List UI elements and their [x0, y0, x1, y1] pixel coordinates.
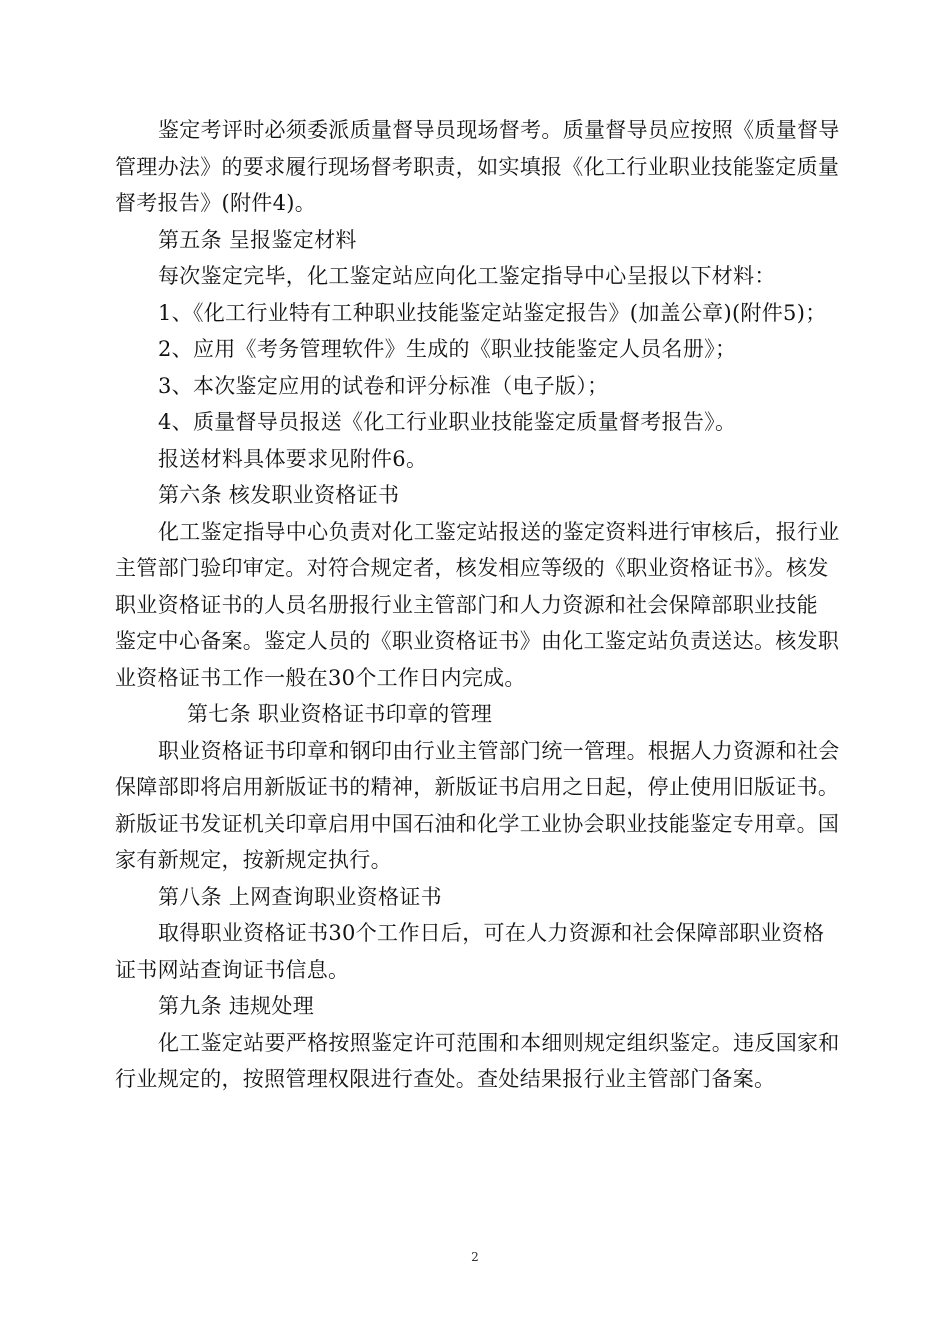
paragraph-line: 化工鉴定站要严格按照鉴定许可范围和本细则规定组织鉴定。违反国家和: [158, 1030, 840, 1055]
article-heading-9: 第九条 违规处理: [158, 994, 315, 1018]
list-item: 2、应用《考务管理软件》生成的《职业技能鉴定人员名册》；: [158, 337, 737, 361]
paragraph-line: 保障部即将启用新版证书的精神，新版证书启用之日起，停止使用旧版证书。: [115, 775, 840, 799]
body-text: [115, 112, 935, 1098]
paragraph-line: 职业资格证书印章和钢印由行业主管部门统一管理。根据人力资源和社会: [158, 738, 840, 763]
paragraph-line: 报送材料具体要求见附件6。: [158, 446, 428, 471]
paragraph-line: 主管部门验印审定。对符合规定者，核发相应等级的《职业资格证书》。核发: [115, 556, 829, 580]
paragraph-line: 行业规定的，按照管理权限进行查处。查处结果报行业主管部门备案。: [115, 1067, 776, 1091]
paragraph-line: 每次鉴定完毕，化工鉴定站应向化工鉴定指导中心呈报以下材料：: [158, 264, 776, 288]
paragraph-line: 鉴定中心备案。鉴定人员的《职业资格证书》由化工鉴定站负责送达。核发职: [115, 629, 840, 653]
paragraph-line: 职业资格证书的人员名册报行业主管部门和人力资源和社会保障部职业技能: [115, 592, 818, 617]
article-heading-6: 第六条 核发职业资格证书: [158, 483, 400, 507]
paragraph-line: 取得职业资格证书30个工作日后，可在人力资源和社会保障部职业资格: [158, 921, 825, 945]
paragraph-line: 家有新规定，按新规定执行。: [115, 848, 392, 872]
paragraph-line: 证书网站查询证书信息。: [115, 957, 350, 982]
article-heading-8: 第八条 上网查询职业资格证书: [158, 884, 442, 909]
list-item: 1、《化工行业特有工种职业技能鉴定站鉴定报告》(加盖公章)(附件5)；: [158, 300, 827, 325]
paragraph-line: 业资格证书工作一般在30个工作日内完成。: [115, 665, 526, 690]
paragraph-line: 鉴定考评时必须委派质量督导员现场督考。质量督导员应按照《质量督导: [158, 118, 840, 142]
paragraph-line: 督考报告》(附件4)。: [115, 191, 317, 215]
article-heading-5: 第五条 呈报鉴定材料: [158, 227, 357, 252]
paragraph-line: 管理办法》的要求履行现场督考职责，如实填报《化工行业职业技能鉴定质量: [115, 154, 840, 179]
article-heading-7: 第七条 职业资格证书印章的管理: [187, 702, 493, 726]
list-item: 4、质量督导员报送《化工行业职业技能鉴定质量督考报告》。: [158, 410, 737, 434]
paragraph-line: 化工鉴定指导中心负责对化工鉴定站报送的鉴定资料进行审核后，报行业: [158, 519, 840, 544]
list-item: 3、本次鉴定应用的试卷和评分标准（电子版）；: [158, 373, 609, 398]
paragraph-line: 新版证书发证机关印章启用中国石油和化学工业协会职业技能鉴定专用章。国: [115, 811, 840, 836]
page-number: 2: [471, 1250, 479, 1264]
